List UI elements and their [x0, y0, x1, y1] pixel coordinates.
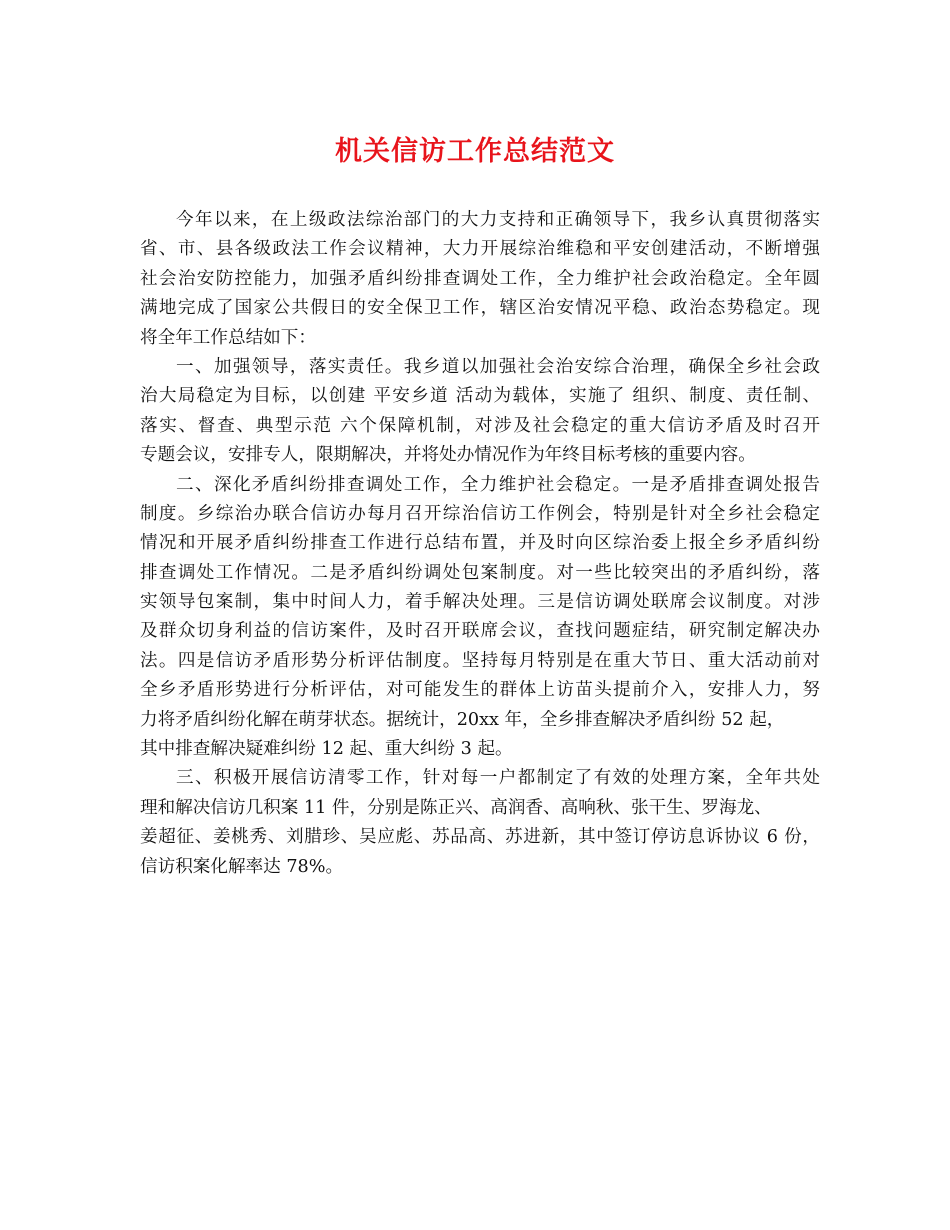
document-title: 机关信访工作总结范文	[335, 136, 615, 167]
paragraph-1	[140, 206, 820, 353]
paragraph-line: 情况和开展矛盾纠纷排查工作进行总结布置，并及时向区综治委上报全乡矛盾纠纷	[140, 533, 820, 554]
paragraph-line: 信访积案化解率达 78%。	[140, 856, 344, 877]
paragraph-line: 落实、督查、典型示范 六个保障机制，对涉及社会稳定的重大信访矛盾及时召开	[140, 415, 820, 436]
paragraph-line: 一、加强领导，落实责任。我乡道以加强社会治安综合治理，确保全乡社会政	[176, 356, 820, 377]
paragraph-line: 治大局稳定为目标，以创建 平安乡道 活动为载体，实施了 组织、制度、责任制、	[140, 386, 820, 407]
paragraph-4	[140, 764, 820, 882]
paragraph-2	[140, 353, 820, 471]
paragraph-line: 姜超征、姜桃秀、刘腊珍、吴应彪、苏品高、苏进新，其中签订停访息诉协议 6 份，	[140, 827, 820, 848]
paragraph-line: 二、深化矛盾纠纷排查调处工作，全力维护社会稳定。一是矛盾排查调处报告	[176, 474, 820, 495]
paragraph-line: 法。四是信访矛盾形势分析评估制度。坚持每月特别是在重大节日、重大活动前对	[140, 650, 820, 671]
paragraph-line: 社会治安防控能力，加强矛盾纠纷排查调处工作，全力维护社会政治稳定。全年圆	[140, 268, 820, 289]
paragraph-line: 今年以来，在上级政法综治部门的大力支持和正确领导下，我乡认真贯彻落实	[176, 210, 820, 230]
paragraph-line: 理和解决信访几积案 11 件，分别是陈正兴、高润香、高响秋、张干生、罗海龙、	[140, 797, 772, 818]
paragraph-line: 实领导包案制，集中时间人力，着手解决处理。三是信访调处联席会议制度。对涉	[140, 592, 820, 613]
paragraph-line: 排查调处工作情况。二是矛盾纠纷调处包案制度。对一些比较突出的矛盾纠纷，落	[140, 562, 820, 583]
paragraph-line: 专题会议，安排专人，限期解决，并将处办情况作为年终目标考核的重要内容。	[140, 445, 756, 466]
paragraph-line: 全乡矛盾形势进行分析评估，对可能发生的群体上访苗头提前介入，安排人力，努	[140, 680, 820, 701]
paragraph-3	[140, 471, 820, 765]
paragraph-line: 满地完成了国家公共假日的安全保卫工作，辖区治安情况平稳、政治态势稳定。现	[140, 298, 820, 319]
paragraph-line: 力将矛盾纠纷化解在萌芽状态。据统计，20xx 年，全乡排查解决矛盾纠纷 52 起，	[140, 709, 785, 730]
paragraph-line: 省、市、县各级政法工作会议精神，大力开展综治维稳和平安创建活动，不断增强	[140, 239, 820, 260]
document-body	[140, 206, 820, 882]
paragraph-line: 三、积极开展信访清零工作，针对每一户都制定了有效的处理方案，全年共处	[176, 768, 820, 789]
paragraph-line: 将全年工作总结如下：	[140, 327, 316, 348]
paragraph-line: 其中排查解决疑难纠纷 12 起、重大纠纷 3 起。	[140, 739, 513, 760]
paragraph-line: 及群众切身利益的信访案件，及时召开联席会议，查找问题症结，研究制定解决办	[140, 621, 820, 642]
paragraph-line: 制度。乡综治办联合信访办每月召开综治信访工作例会，特别是针对全乡社会稳定	[140, 503, 820, 524]
